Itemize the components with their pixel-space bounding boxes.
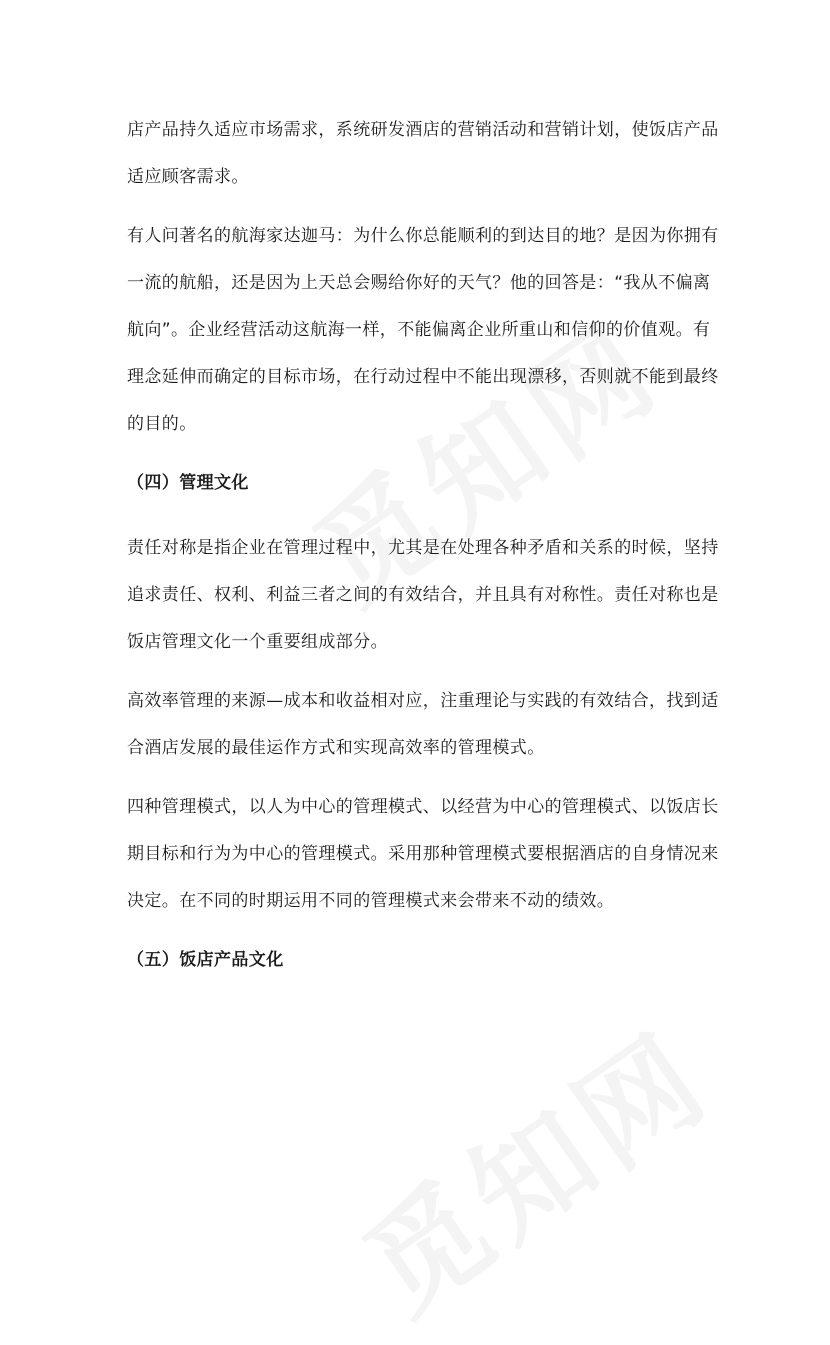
text-line: 适应顾客需求。 [127, 167, 249, 187]
text-line: 责任对称是指企业在管理过程中，尤其是在处理各种矛盾和关系的时候，坚持 [127, 538, 719, 558]
text-line: 航向”。企业经营活动这航海一样，不能偏离企业所重山和信仰的价值观。有 [127, 320, 711, 340]
watermark [326, 985, 738, 1345]
document-body [127, 107, 719, 1002]
text-line: 店产品持久适应市场需求，系统研发酒店的营销活动和营销计划，使饭店产品 [127, 120, 719, 140]
text-line: 的目的。 [127, 414, 197, 434]
section-heading: （四）管理文化 [127, 473, 249, 493]
text-line: 饭店管理文化一个重要组成部分。 [127, 632, 388, 652]
paragraph [127, 525, 719, 666]
paragraph [127, 784, 719, 925]
text-line: 有人问著名的航海家达迦马：为什么你总能顺利的到达目的地？是因为你拥有 [127, 226, 719, 246]
text-line: 理念延伸而确定的目标市场，在行动过程中不能出现漂移，否则就不能到最终 [127, 367, 719, 387]
text-line: 四种管理模式，以人为中心的管理模式、以经营为中心的管理模式、以饭店长 [127, 797, 719, 817]
paragraph [127, 678, 719, 772]
section-heading: （五）饭店产品文化 [127, 950, 284, 970]
paragraph [127, 107, 719, 201]
text-line: 一流的航船，还是因为上天总会赐给你好的天气？他的回答是：“我从不偏离 [127, 273, 711, 293]
text-line: 决定。在不同的时期运用不同的管理模式来会带来不动的绩效。 [127, 891, 615, 911]
text-line: 合酒店发展的最佳运作方式和实现高效率的管理模式。 [127, 738, 545, 758]
text-line: 期目标和行为为中心的管理模式。采用那种管理模式要根据酒店的自身情况来 [127, 844, 719, 864]
paragraph [127, 213, 719, 448]
text-line: 追求责任、权利、利益三者之间的有效结合，并且具有对称性。责任对称也是 [127, 585, 719, 605]
text-line: 高效率管理的来源—成本和收益相对应，注重理论与实践的有效结合，找到适 [127, 691, 719, 711]
